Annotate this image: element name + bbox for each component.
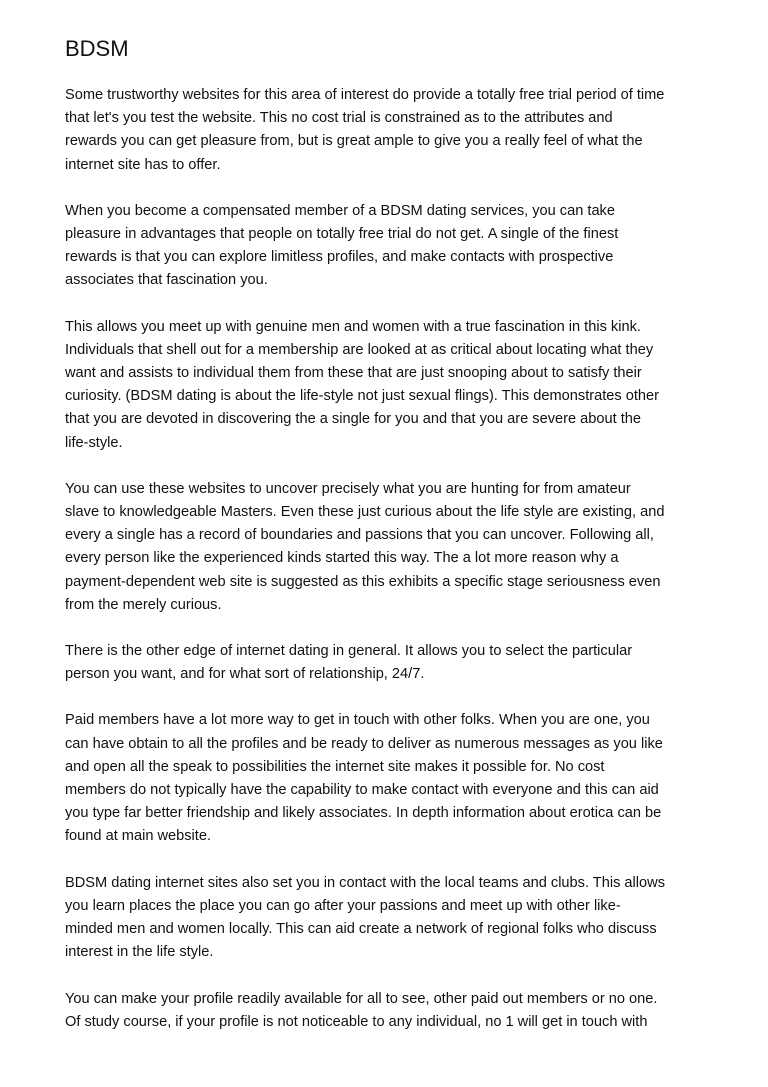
text-line: minded men and women locally. This can aid create a network of regional folks who discuss — [65, 921, 657, 938]
paragraph-5 — [65, 640, 715, 686]
paragraph-1 — [65, 84, 715, 177]
text-line: slave to knowledgeable Masters. Even these just curious about the life style are existing, and — [65, 504, 665, 521]
text-line: that let's you test the website. This no cost trial is constrained as to the attributes and — [65, 110, 613, 127]
text-line: Individuals that shell out for a membership are looked at as critical about locating what they — [65, 341, 654, 358]
text-line: every person like the experienced kinds started this way. The a lot more reason why a — [65, 550, 619, 567]
paragraph-6 — [65, 709, 715, 848]
text-line: curiosity. (BDSM dating is about the life-style not just sexual flings). This demonstrates other — [65, 388, 660, 405]
text-line: want and assists to individual them from these that are just snooping about to satisfy their — [65, 365, 642, 382]
text-line: Some trustworthy websites for this area of interest do provide a totally free trial period of time — [65, 87, 665, 103]
text-line: interest in the life style. — [65, 944, 214, 961]
text-line: There is the other edge of internet dating in general. It allows you to select the particular — [65, 643, 633, 660]
document-title: BDSM — [65, 36, 129, 61]
paragraph-3 — [65, 316, 715, 455]
paragraph-7 — [65, 872, 715, 965]
text-line: found at main website. — [65, 828, 212, 845]
text-line: members do not typically have the capability to make contact with everyone and this can aid — [65, 782, 659, 799]
text-line: pleasure in advantages that people on totally free trial do not get. A single of the finest — [65, 226, 619, 243]
text-line: that you are devoted in discovering the a single for you and that you are severe about the — [65, 411, 642, 428]
text-line: from the merely curious. — [65, 596, 222, 613]
text-line: rewards is that you can explore limitless profiles, and make contacts with prospective — [65, 249, 614, 266]
text-line: you learn places the place you can go after your passions and meet up with other like- — [65, 897, 621, 914]
text-line: You can make your profile readily available for all to see, other paid out members or no one. — [65, 990, 658, 1007]
text-line: Of study course, if your profile is not noticeable to any individual, no 1 will get in touch with — [65, 1013, 648, 1030]
text-line: BDSM dating internet sites also set you in contact with the local teams and clubs. This allows — [65, 874, 665, 891]
text-line: internet site has to offer. — [65, 156, 221, 173]
text-line: life-style. — [65, 434, 123, 451]
paragraph-2 — [65, 200, 715, 293]
paragraph-4 — [65, 478, 715, 617]
text-line: payment-dependent web site is suggested as this exhibits a specific stage seriousness even — [65, 573, 661, 590]
paragraph-8 — [65, 988, 715, 1034]
text-line: every a single has a record of boundaries and passions that you can uncover. Following all, — [65, 527, 654, 544]
document-page — [65, 36, 715, 1057]
text-line: associates that fascination you. — [65, 272, 268, 289]
text-line: rewards you can get pleasure from, but is great ample to give you a really feel of what the — [65, 133, 643, 150]
text-line: This allows you meet up with genuine men and women with a true fascination in this kink. — [65, 318, 641, 335]
text-line: When you become a compensated member of a BDSM dating services, you can take — [65, 202, 615, 219]
text-line: can have obtain to all the profiles and be ready to deliver as numerous messages as you like — [65, 735, 663, 752]
text-line: You can use these websites to uncover precisely what you are hunting for from amateur — [65, 480, 631, 497]
text-line: Paid members have a lot more way to get in touch with other folks. When you are one, you — [65, 712, 650, 729]
text-line: you type far better friendship and likely associates. In depth information about erotica can be — [65, 805, 662, 822]
text-line: and open all the speak to possibilities the internet site makes it possible for. No cost — [65, 758, 605, 775]
text-line: person you want, and for what sort of relationship, 24/7. — [65, 666, 425, 683]
